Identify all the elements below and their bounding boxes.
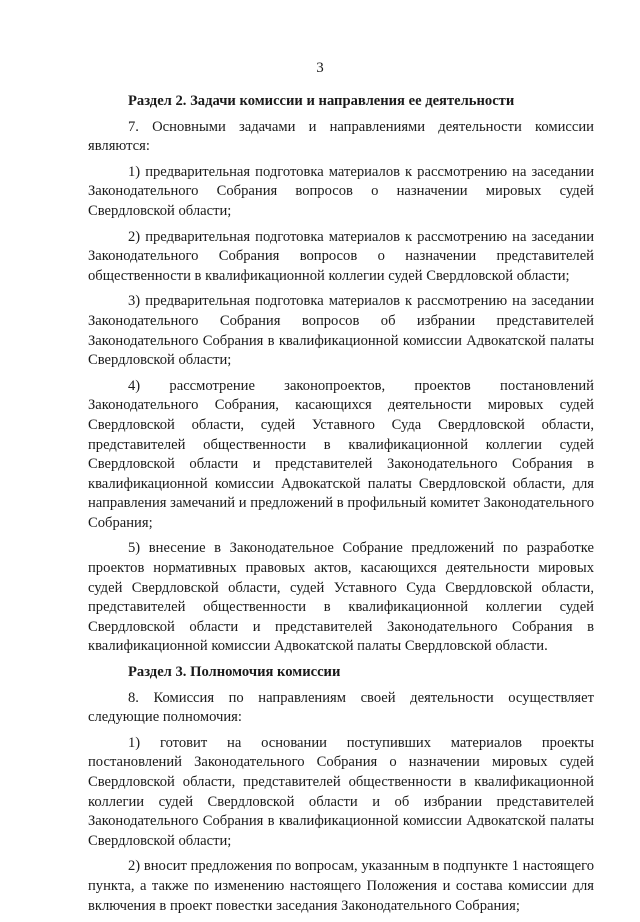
section-2-item-3: 3) предварительная подготовка материалов к рассмотрению на заседании Законодательного Собрания вопросов об избрании представителей Законодательного Собрания в квалификационной комиссии Адвокатской палаты Свердловской области; (88, 293, 594, 369)
page-number: 3 (316, 60, 324, 76)
document-body (88, 92, 594, 922)
section-3-item-1: 1) готовит на основании поступивших материалов проекты постановлений Законодательного Собрания о назначении мировых судей Свердловской области, представителей общественности в квалификационной коллегии судей Свердловской области и об избрании представителей Законодательного Собрания в квалификационной комиссии Адвокатской палаты Свердловской области; (88, 734, 594, 849)
section-3-heading: Раздел 3. Полномочия комиссии (128, 664, 341, 681)
section-2-item-2: 2) предварительная подготовка материалов к рассмотрению на заседании Законодательного Собрания вопросов о назначении представителей общественности в квалификационной коллегии судей Свердловской области; (88, 228, 594, 284)
section-2-item-1: 1) предварительная подготовка материалов к рассмотрению на заседании Законодательного Собрания вопросов о назначении мировых судей Свердловской области; (88, 163, 594, 219)
section-2-item-5: 5) внесение в Законодательное Собрание предложений по разработке проектов нормативных правовых актов, касающихся деятельности мировых судей Свердловской области, судей Уставного Суда Свердловской области, представителей общественности в квалификационной коллегии судей Свердловской области и представителей Законодательного Собрания в квалификационной комиссии Адвокатской палаты Свердловской области. (88, 540, 594, 655)
section-3-item-2: 2) вносит предложения по вопросам, указанным в подпункте 1 настоящего пункта, а также по изменению настоящего Положения и состава комиссии для включения в проект повестки заседания Законодательного Собрания; (88, 858, 594, 914)
section-2-item-4: 4) рассмотрение законопроектов, проектов постановлений Законодательного Собрания, касающихся деятельности мировых судей Свердловской области, судей Уставного Суда Свердловской области, представителей общественности в квалификационной коллегии судей Свердловской области и представителей Законодательного Собрания в квалификационной комиссии Адвокатской палаты Свердловской области, для направления замечаний и предложений в профильный комитет Законодательного Собрания; (88, 377, 594, 531)
section-2-heading: Раздел 2. Задачи комиссии и направления ее деятельности (128, 93, 515, 109)
paragraph-8: 8. Комиссия по направлениям своей деятельности осуществляет следующие полномочия: (88, 689, 594, 726)
paragraph-7: 7. Основными задачами и направлениями деятельности комиссии являются: (88, 118, 594, 155)
